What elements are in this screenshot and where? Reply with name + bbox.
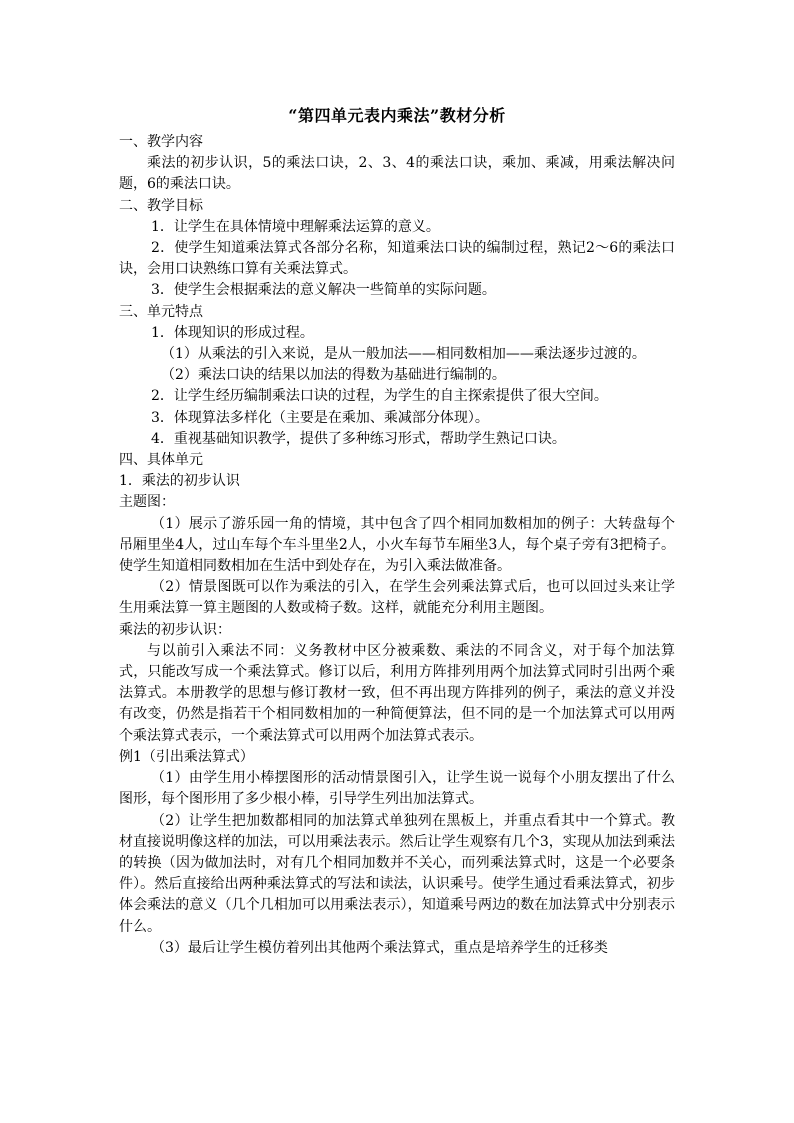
paragraph: （1）展示了游乐园一角的情境，其中包含了四个相同加数相加的例子：大转盘每个吊厢里坐4人，过山车每个车斗里坐2人，小火车每节车厢坐3人，每个桌子旁有3把椅子。使学生知道相同数相加在生活中到处存在，为引入乘法做准备。 bbox=[119, 515, 675, 575]
paragraph: 乘法的初步认识： bbox=[119, 621, 231, 638]
paragraph: 一、教学内容 bbox=[119, 134, 203, 150]
document-body bbox=[119, 132, 675, 959]
paragraph: 1．让学生在具体情境中理解乘法运算的意义。 bbox=[151, 218, 440, 235]
paragraph: 四、具体单元 bbox=[119, 452, 203, 469]
paragraph: 例1（引出乘法算式） bbox=[119, 748, 254, 765]
document-title: “第四单元表内乘法”教材分析 bbox=[288, 106, 506, 125]
paragraph: 1．乘法的初步认识 bbox=[119, 473, 240, 490]
paragraph: 2．让学生经历编制乘法口诀的过程，为学生的自主探索提供了很大空间。 bbox=[151, 388, 608, 405]
paragraph: （1）由学生用小棒摆图形的活动情景图引入，让学生说一说每个小朋友摆出了什么图形，每个图形用了多少根小棒，引导学生列出加法算式。 bbox=[119, 770, 675, 808]
paragraph: （2）乘法口诀的结果以加法的得数为基础进行编制的。 bbox=[161, 367, 506, 384]
paragraph: 主题图： bbox=[119, 494, 175, 511]
paragraph: 4．重视基础知识教学，提供了多种练习形式，帮助学生熟记口诀。 bbox=[151, 430, 566, 447]
paragraph: （1）从乘法的引入来说，是从一般加法——相同数相加——乘法逐步过渡的。 bbox=[161, 346, 646, 363]
paragraph: 与以前引入乘法不同：义务教材中区分被乘数、乘法的不同含义，对于每个加法算式，只能改写成一个乘法算式。修订以后，利用方阵排列用两个加法算式同时引出两个乘法算式。本册教学的思想与修订教材一致，但不再出现方阵排列的例子，乘法的意义并没有改变，仍然是指若干个相同数相加的一种简便算法，但不同的是一个加法算式可以用两个乘法算式表示，一个乘法算式可以用两个加法算式表示。 bbox=[119, 642, 675, 744]
paragraph: 1．体现知识的形成过程。 bbox=[151, 324, 314, 341]
paragraph: 乘法的初步认识，5的乘法口诀，2、3、4的乘法口诀，乘加、乘减，用乘法解决问题，6的乘法口诀。 bbox=[119, 155, 675, 193]
paragraph: 3．体现算法多样化（主要是在乘加、乘减部分体现）。 bbox=[151, 409, 489, 426]
paragraph: 二、教学目标 bbox=[119, 197, 203, 214]
paragraph: （3）最后让学生模仿着列出其他两个乘法算式，重点是培养学生的迁移类 bbox=[151, 939, 608, 956]
paragraph: 3．使学生会根据乘法的意义解决一些简单的实际问题。 bbox=[151, 282, 496, 299]
paragraph: 三、单元特点 bbox=[119, 303, 203, 320]
document-page bbox=[119, 104, 675, 959]
paragraph: （2）情景图既可以作为乘法的引入，在学生会列乘法算式后，也可以回过头来让学生用乘法算一算主题图的人数或椅子数。这样，就能充分利用主题图。 bbox=[119, 579, 675, 617]
paragraph: 2．使学生知道乘法算式各部分名称，知道乘法口诀的编制过程，熟记2～6的乘法口诀，会用口诀熟练口算有关乘法算式。 bbox=[119, 240, 675, 278]
paragraph: （2）让学生把加数都相同的加法算式单独列在黑板上，并重点看其中一个算式。教材直接说明像这样的加法，可以用乘法表示。然后让学生观察有几个3，实现从加法到乘法的转换（因为做加法时，对有几个相同加数并不关心，而列乘法算式时，这是一个必要条件）。然后直接给出两种乘法算式的写法和读法，认识乘号。使学生通过看乘法算式，初步体会乘法的意义（几个几相加可以用乘法表示），知道乘号两边的数在加法算式中分别表示什么。 bbox=[119, 812, 675, 935]
